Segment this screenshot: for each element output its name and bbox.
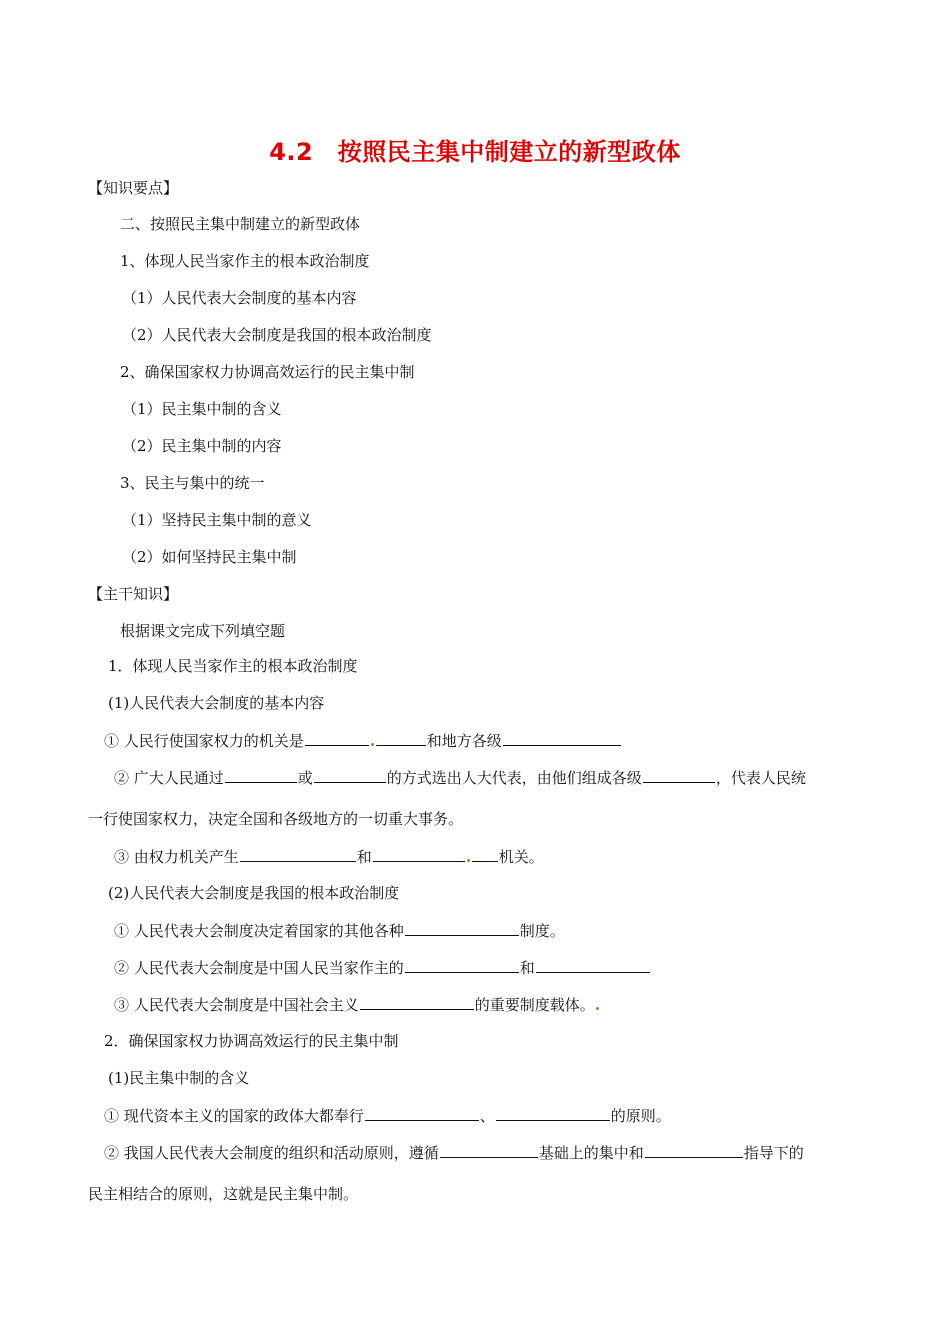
question-text: 、 (479, 1107, 495, 1125)
fill-blank[interactable] (360, 994, 474, 1010)
exercise-heading: 1．体现人民当家作主的根本政治制度 (108, 657, 358, 675)
fill-blank[interactable] (440, 1142, 538, 1158)
fill-blank[interactable] (240, 846, 356, 862)
outline-item: （2）如何坚持民主集中制 (122, 548, 297, 566)
question-text: 的原则。 (610, 1107, 671, 1125)
section-header-knowledge-points: 【知识要点】 (88, 179, 179, 197)
fill-blank[interactable] (376, 730, 426, 746)
question-continuation: 民主相结合的原则，这就是民主集中制。 (88, 1185, 359, 1203)
question-text: 基础上的集中和 (538, 1144, 644, 1162)
question-text: ② 人民代表大会制度是中国人民当家作主的 (114, 959, 404, 977)
question-text: ① 人民行使国家权力的机关是 (104, 732, 304, 750)
fill-blank[interactable] (305, 730, 369, 746)
exercise-heading: 2．确保国家权力协调高效运行的民主集中制 (104, 1032, 399, 1050)
fill-blank[interactable] (405, 957, 519, 973)
question-text: 制度。 (519, 922, 565, 940)
outline-item: （1）人民代表大会制度的基本内容 (122, 289, 357, 307)
question-text: ① 现代资本主义的国家的政体大都奉行 (104, 1107, 364, 1125)
question-text: ② 广大人民通过 (114, 769, 224, 787)
exercise-subheading: (1)民主集中制的含义 (108, 1069, 250, 1087)
outline-item: （1）坚持民主集中制的意义 (122, 511, 312, 529)
outline-item: （2）民主集中制的内容 (122, 437, 282, 455)
question-line (104, 730, 622, 751)
question-text: ① 人民代表大会制度决定着国家的其他各种 (114, 922, 404, 940)
question-text: 和地方各级 (426, 732, 502, 750)
outline-item: （2）人民代表大会制度是我国的根本政治制度 (122, 326, 432, 344)
exercise-subheading: (1)人民代表大会制度的基本内容 (108, 694, 325, 712)
question-line (114, 920, 565, 941)
outline-item: 2、确保国家权力协调高效运行的民主集中制 (120, 363, 415, 381)
question-line (114, 957, 651, 978)
outline-item: 1、体现人民当家作主的根本政治制度 (120, 252, 370, 270)
stray-mark (467, 859, 470, 862)
fill-blank[interactable] (496, 1105, 610, 1121)
question-text: 或 (297, 769, 313, 787)
question-text: 的方式选出人大代表，由他们组成各级 (386, 769, 642, 787)
question-text: 和 (356, 848, 372, 866)
exercise-instruction: 根据课文完成下列填空题 (120, 622, 286, 640)
stray-mark (371, 743, 374, 746)
exercise-subheading: (2)人民代表大会制度是我国的根本政治制度 (108, 884, 400, 902)
question-continuation: 一行使国家权力，决定全国和各级地方的一切重大事务。 (88, 810, 464, 828)
question-text: 机关。 (498, 848, 544, 866)
question-line (114, 767, 806, 788)
fill-blank[interactable] (536, 957, 650, 973)
question-text: ③ 由权力机关产生 (114, 848, 239, 866)
fill-blank[interactable] (643, 767, 715, 783)
question-text: ，代表人民统 (715, 769, 806, 787)
outline-item: （1）民主集中制的含义 (122, 400, 282, 418)
fill-blank[interactable] (225, 767, 297, 783)
question-text: 的重要制度载体。 (474, 996, 595, 1014)
outline-item: 3、民主与集中的统一 (120, 474, 265, 492)
question-line (114, 994, 600, 1015)
stray-mark (596, 1007, 599, 1010)
question-text: ③ 人民代表大会制度是中国社会主义 (114, 996, 359, 1014)
fill-blank[interactable] (314, 767, 386, 783)
question-text: 和 (519, 959, 535, 977)
question-line (104, 1105, 671, 1126)
fill-blank[interactable] (503, 730, 621, 746)
fill-blank[interactable] (472, 846, 498, 862)
section-header-main-knowledge: 【主干知识】 (88, 585, 179, 603)
question-line (104, 1142, 804, 1163)
fill-blank[interactable] (645, 1142, 743, 1158)
document-title: 4.2 按照民主集中制建立的新型政体 (269, 138, 681, 166)
fill-blank[interactable] (405, 920, 519, 936)
question-line (114, 846, 544, 867)
fill-blank[interactable] (373, 846, 465, 862)
question-text: ② 我国人民代表大会制度的组织和活动原则，遵循 (104, 1144, 439, 1162)
outline-item: 二、按照民主集中制建立的新型政体 (120, 215, 361, 233)
question-text: 指导下的 (743, 1144, 804, 1162)
fill-blank[interactable] (365, 1105, 479, 1121)
